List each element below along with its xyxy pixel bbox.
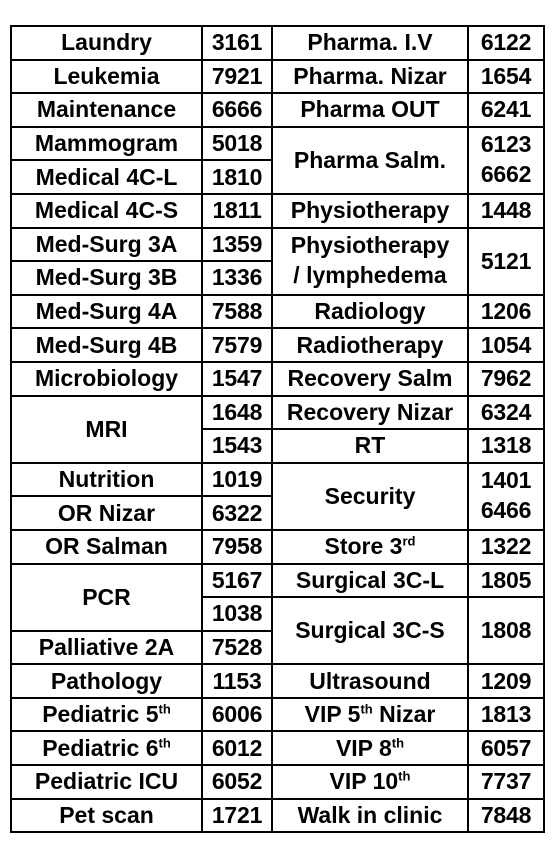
extension-number: 5167	[202, 564, 272, 598]
department-name: Ultrasound	[272, 664, 468, 698]
department-name-line: Physiotherapy	[290, 232, 450, 259]
extension-number: 6324	[468, 396, 544, 430]
table-row	[11, 60, 544, 94]
extension-number: 5018	[202, 127, 272, 161]
extension-number: 1019	[202, 463, 272, 497]
department-name: OR Salman	[11, 530, 202, 564]
department-name-suffix: Nizar	[372, 701, 436, 728]
department-name: Recovery Nizar	[272, 396, 468, 430]
department-name: Pharma Salm.	[272, 127, 468, 194]
department-name: Med-Surg 4B	[11, 328, 202, 362]
table-row	[11, 731, 544, 765]
department-name-text: VIP 10	[329, 768, 399, 795]
extension-number: 6322	[202, 496, 272, 530]
extension-number: 1054	[468, 328, 544, 362]
department-name	[272, 765, 468, 799]
department-name: Pediatric ICU	[11, 765, 202, 799]
extension-number: 6057	[468, 731, 544, 765]
department-name: Nutrition	[11, 463, 202, 497]
extension-number-pair	[468, 127, 544, 194]
extension-number: 1401	[480, 467, 532, 494]
department-name-text: VIP 8	[335, 734, 392, 761]
department-name: Physiotherapy	[272, 194, 468, 228]
extension-number: 1721	[202, 799, 272, 833]
extension-number: 6662	[480, 161, 532, 188]
department-name: Walk in clinic	[272, 799, 468, 833]
department-name	[11, 731, 202, 765]
department-name: Pharma. Nizar	[272, 60, 468, 94]
extension-number: 1808	[468, 597, 544, 664]
table-row	[11, 698, 544, 732]
extension-number: 7528	[202, 631, 272, 665]
department-name	[272, 731, 468, 765]
department-name-text: VIP 5	[304, 701, 361, 728]
extension-number: 1648	[202, 396, 272, 430]
table-row	[11, 127, 544, 161]
department-name: Maintenance	[11, 93, 202, 127]
extension-number: 6241	[468, 93, 544, 127]
department-name: Radiotherapy	[272, 328, 468, 362]
extension-number: 7588	[202, 295, 272, 329]
department-name: Leukemia	[11, 60, 202, 94]
table-row	[11, 463, 544, 497]
extension-number: 6052	[202, 765, 272, 799]
extension-number: 7921	[202, 60, 272, 94]
extension-number: 7848	[468, 799, 544, 833]
extension-number: 6123	[480, 131, 532, 158]
ordinal-suffix: rd	[402, 533, 416, 549]
department-name: Pharma OUT	[272, 93, 468, 127]
extension-number: 1547	[202, 362, 272, 396]
extension-number: 1038	[202, 597, 272, 631]
extension-number: 1813	[468, 698, 544, 732]
ordinal-suffix: th	[398, 768, 411, 784]
department-name: PCR	[11, 564, 202, 631]
department-name: Radiology	[272, 295, 468, 329]
extension-number: 1209	[468, 664, 544, 698]
extension-number: 1654	[468, 60, 544, 94]
table-row	[11, 194, 544, 228]
extension-number: 5121	[468, 228, 544, 295]
department-name: RT	[272, 429, 468, 463]
extension-number: 6466	[480, 497, 532, 524]
extension-number: 1448	[468, 194, 544, 228]
department-name: MRI	[11, 396, 202, 463]
ordinal-suffix: th	[158, 701, 171, 717]
department-name: Microbiology	[11, 362, 202, 396]
department-name: Pet scan	[11, 799, 202, 833]
ordinal-suffix: th	[158, 735, 171, 751]
extension-number: 7737	[468, 765, 544, 799]
extension-number: 6012	[202, 731, 272, 765]
phone-extension-directory	[10, 25, 545, 833]
extension-number-pair	[468, 463, 544, 530]
department-name: Palliative 2A	[11, 631, 202, 665]
department-name: Medical 4C-L	[11, 160, 202, 194]
department-name: Med-Surg 3B	[11, 261, 202, 295]
extension-number: 1359	[202, 228, 272, 262]
department-name: Surgical 3C-L	[272, 564, 468, 598]
extension-number: 1318	[468, 429, 544, 463]
department-name: Recovery Salm	[272, 362, 468, 396]
department-name: Security	[272, 463, 468, 530]
department-name: Medical 4C-S	[11, 194, 202, 228]
extension-number: 1805	[468, 564, 544, 598]
department-name	[11, 698, 202, 732]
table-row	[11, 765, 544, 799]
table-row	[11, 328, 544, 362]
table-row	[11, 664, 544, 698]
extension-number: 7962	[468, 362, 544, 396]
table-row	[11, 295, 544, 329]
table-row	[11, 530, 544, 564]
department-name-text: Pediatric 5	[42, 701, 159, 728]
department-name: Pathology	[11, 664, 202, 698]
extension-number: 3161	[202, 26, 272, 60]
extension-number: 6122	[468, 26, 544, 60]
extension-number: 7579	[202, 328, 272, 362]
table-row	[11, 228, 544, 262]
extension-number: 1811	[202, 194, 272, 228]
department-name-text: Pediatric 6	[42, 734, 159, 761]
extension-number: 1810	[202, 160, 272, 194]
department-name: Med-Surg 4A	[11, 295, 202, 329]
department-name: Laundry	[11, 26, 202, 60]
department-name: Mammogram	[11, 127, 202, 161]
department-name-line: / lymphedema	[293, 262, 447, 289]
extension-number: 1322	[468, 530, 544, 564]
department-name: Pharma. I.V	[272, 26, 468, 60]
extension-number: 1153	[202, 664, 272, 698]
ordinal-suffix: th	[360, 701, 373, 717]
extension-number: 1336	[202, 261, 272, 295]
extension-number: 1206	[468, 295, 544, 329]
table-row	[11, 564, 544, 598]
department-name	[272, 698, 468, 732]
extension-number: 7958	[202, 530, 272, 564]
extension-number: 6006	[202, 698, 272, 732]
department-name	[272, 530, 468, 564]
department-name-text: Store 3	[324, 533, 403, 560]
department-name: Med-Surg 3A	[11, 228, 202, 262]
department-name: OR Nizar	[11, 496, 202, 530]
extension-number: 6666	[202, 93, 272, 127]
table-row	[11, 396, 544, 430]
ordinal-suffix: th	[391, 735, 405, 751]
table-row	[11, 26, 544, 60]
table-row	[11, 799, 544, 833]
table-row	[11, 362, 544, 396]
table-row	[11, 93, 544, 127]
department-name	[272, 228, 468, 295]
extension-number: 1543	[202, 429, 272, 463]
department-name: Surgical 3C-S	[272, 597, 468, 664]
